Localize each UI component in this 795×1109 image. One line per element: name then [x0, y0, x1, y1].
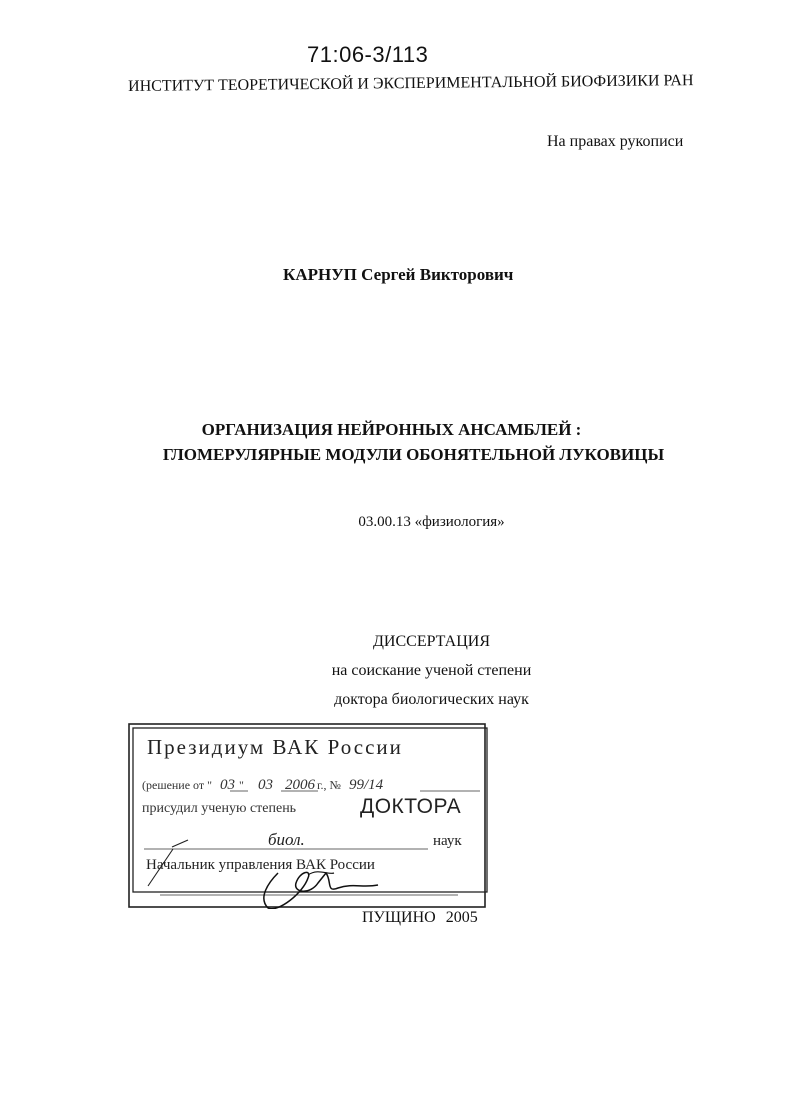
degree-type: ДИССЕРТАЦИЯ [373, 633, 490, 650]
decision-year: 2006 [284, 777, 315, 793]
stamp-sciences-label: наук [433, 833, 462, 849]
decision-number-prefix: г., № [316, 778, 341, 792]
institute-name: ИНСТИТУТ ТЕОРЕТИЧЕСКОЙ И ЭКСПЕРИМЕНТАЛЬНОЙ БИОФИЗИКИ РАН [128, 72, 694, 95]
thesis-title-line-1: ОРГАНИЗАЦИЯ НЕЙРОННЫХ АНСАМБЛЕЙ : [201, 420, 582, 439]
stamp-field-handwritten: биол. [268, 830, 305, 849]
author-name: КАРНУП Сергей Викторович [283, 265, 514, 284]
stamp-decision-line: (решение от " 03 " 03 2006 г., № 99/14 [142, 777, 384, 793]
decision-number: 99/14 [348, 777, 384, 793]
decision-day: 03 [220, 777, 236, 793]
decision-month: 03 [257, 777, 273, 793]
thesis-title-line-2: ГЛОМЕРУЛЯРНЫЕ МОДУЛИ ОБОНЯТЕЛЬНОЙ ЛУКОВИЦЫ [162, 445, 665, 464]
decision-prefix: (решение от " [142, 778, 213, 792]
stamp-awarded-degree: ДОКТОРА [360, 795, 462, 818]
stamp-awarded-label: присудил ученую степень [142, 801, 297, 816]
signature-mark [264, 872, 378, 908]
vak-stamp [128, 723, 492, 909]
specialty-code: 03.00.13 «физиология» [358, 514, 505, 530]
stamp-head-label: Начальник управления ВАК России [146, 857, 375, 873]
stamp-title: Президиум ВАК России [147, 735, 403, 759]
call-number: 71:06-3/113 [307, 42, 429, 67]
degree-field: доктора биологических наук [334, 691, 529, 708]
rights-note: На правах рукописи [547, 133, 684, 150]
year: 2005 [445, 909, 478, 926]
place: ПУЩИНО [362, 909, 436, 926]
degree-purpose: на соискание ученой степени [331, 662, 532, 679]
place-year [362, 909, 478, 927]
